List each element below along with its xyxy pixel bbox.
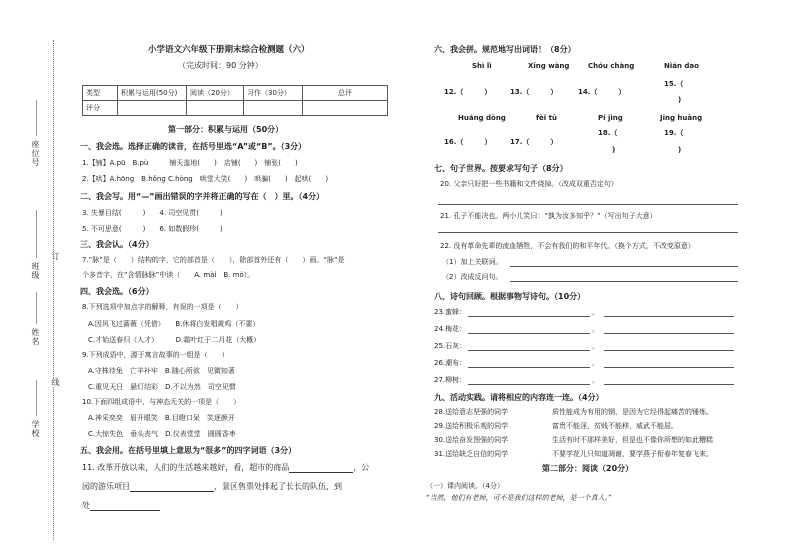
score-cell[interactable]: [187, 101, 244, 116]
sentence-22: 22. 没有革命先辈的流血牺牲，不会有我们的和平年代。（换个方式，不改变原意）: [440, 242, 695, 250]
q4-q8: 8.下列选项中加点字的解释，有误的一项是（ ）: [82, 303, 243, 311]
answer-line-21[interactable]: [438, 232, 738, 233]
answer-line-22b[interactable]: [510, 281, 738, 282]
poem-24: 24.梅花：: [434, 325, 467, 333]
pinyin-chouchang: Chóu chàng: [588, 62, 635, 70]
match-left-29[interactable]: 29.送给积极乐观的同学: [434, 422, 509, 430]
poem-27: 27.柳树：: [434, 376, 467, 384]
answer-18-close: ): [612, 146, 616, 154]
answer-17[interactable]: 17.（ ）: [510, 138, 558, 146]
answer-13[interactable]: 13.（ ）: [510, 88, 558, 96]
score-header-reading: 阅读（20分）: [187, 86, 244, 101]
q4-q10-options-ab: A.神采奕奕 眉开眼笑 B.目瞪口呆 笑逐颜开: [88, 414, 235, 422]
answer-14[interactable]: 14.（ ）: [578, 88, 626, 96]
poem-25: 25.石灰：: [434, 342, 467, 350]
q2-title: 二、我会写。用“—”画出错误的字并将正确的写在（ ）里。（4分）: [80, 192, 325, 201]
q5-line2: [82, 482, 342, 492]
q5-line3-text: 处: [82, 501, 90, 510]
class-line: [36, 210, 37, 258]
pinyin-shili: Shì lì: [472, 62, 492, 70]
school-line: [36, 380, 37, 416]
answer-16[interactable]: 16.（ ）: [444, 138, 492, 146]
part2-title: 第二部分：阅读（20分）: [542, 464, 634, 473]
q4-q8-options-cd: C.才始送春归（人才） D.霜叶红于二月花（大概）: [88, 336, 261, 344]
q5-line2-tail: ，景区售票处排起了长长的队伍，到: [214, 482, 342, 491]
q4-q9: 9.下列成语中，源于寓言故事的一组是（ ）: [82, 351, 229, 359]
pinyin-jinghuang: Jīng huāng: [660, 114, 703, 122]
q5-line2-text: 园的游乐项目: [82, 482, 130, 491]
q5-line1-tail: ，公: [353, 463, 370, 472]
q2-line2: 5. 不可思意( ) 6. 如数假珍( ): [82, 225, 223, 233]
q3-line2: 个多音字，在“含情脉脉”中读（ A. mài B. mò）。: [82, 271, 255, 279]
poem-27-blank-a[interactable]: [468, 384, 590, 385]
score-cell[interactable]: [118, 101, 187, 116]
score-cell[interactable]: [244, 101, 303, 116]
pinyin-huangdong: Huáng dōng: [458, 114, 506, 122]
pinyin-pijing: Pí jìng: [598, 114, 623, 122]
pinyin-niandao: Nián dao: [664, 62, 699, 70]
score-header-type: 类型: [83, 86, 118, 101]
poem-25-blank-b[interactable]: [604, 350, 734, 351]
q8-title: 八、诗句回顾。根据事物写诗句。（10分）: [434, 292, 586, 301]
binding-dotted-line: [53, 40, 60, 540]
class-label: 班级: [31, 262, 40, 280]
answer-15[interactable]: 15.（: [664, 80, 684, 88]
poem-25-blank-a[interactable]: [468, 350, 590, 351]
answer-19[interactable]: 19.（: [664, 129, 684, 137]
poem-24-blank-a[interactable]: [468, 333, 590, 334]
part1-title: 第一部分：积累与运用（50分）: [168, 125, 284, 134]
q9-title: 九、活动实践。请将相应的内容连一连。（4分）: [434, 393, 604, 402]
match-right-c[interactable]: 生活有时不那样美好，但是也不像你所想的如此糟糕: [552, 436, 713, 444]
q4-q8-options-ab: A.因风飞过蔷薇（凭借） B.休将白发唱黄鸡（不要）: [88, 320, 260, 328]
poem-26-comma: ，: [592, 359, 599, 367]
poem-23: 23.蜜蜂：: [434, 308, 467, 316]
score-cell[interactable]: [303, 101, 388, 116]
poem-27-comma: ，: [592, 376, 599, 384]
seat-number-line: [36, 100, 37, 136]
q5-title: 五、我会用。在括号里填上意思为“很多”的四字词语（3分）: [80, 446, 297, 455]
q1-line1: 1.【铺】A.pū B.pù 铺天盖地( ) 店铺( ) 铺张( ): [82, 159, 298, 167]
q4-q10-options-cd: C.大惊失色 垂头丧气 D.仪表堂堂 圆圆香枣: [88, 430, 236, 438]
poem-23-blank-a[interactable]: [468, 316, 590, 317]
q4-q9-options-cd: C.重见天日 悬灯结彩 D.不以为然 司空见惯: [88, 383, 236, 391]
answer-18[interactable]: 18.（: [598, 129, 618, 137]
poem-23-comma: ，: [592, 308, 599, 316]
sentence-22-part1: （1）加上关联词。: [442, 258, 503, 266]
sentence-22-part2: （2）改成反问句。: [442, 273, 503, 281]
poem-23-blank-b[interactable]: [604, 316, 734, 317]
poem-26-blank-b[interactable]: [604, 367, 734, 368]
sentence-21: 21. 孔子不能决也。两小儿笑曰：“孰为汝多知乎？”（写出句子大意）: [440, 212, 657, 220]
page-title: 小学语文六年级下册期末综合检测题（六）: [148, 45, 310, 55]
pinyin-xingwang: Xīng wàng: [528, 62, 570, 70]
q5-line1: [82, 463, 369, 473]
score-header-total: 总评: [303, 86, 388, 101]
school-label: 学校: [31, 420, 40, 438]
time-limit: （完成时间：90 分钟）: [178, 61, 263, 70]
q5-line1-text: 11. 改革开放以来，人们的生活越来越好，看，超市的商品: [82, 463, 290, 472]
q7-title: 七、句子世界。按要求写句子（8分）: [434, 164, 568, 173]
q3-title: 三、我会认。（4分）: [80, 240, 154, 249]
ding-mark: 订: [51, 252, 60, 261]
answer-19-close: ): [678, 146, 682, 154]
name-line: [36, 292, 37, 324]
q5-line3: [82, 501, 160, 511]
match-right-a[interactable]: 质性能成为有用的钢，是因为它经得起痛苦的锤炼。: [552, 408, 713, 416]
answer-12[interactable]: 12.（ ）: [444, 88, 492, 96]
match-left-28[interactable]: 28.送给意志坚强的同学: [434, 408, 509, 416]
answer-blank[interactable]: [130, 483, 214, 492]
q4-title: 四、我会选。（6分）: [80, 287, 154, 296]
seat-number-label: 座位号: [31, 140, 40, 167]
match-left-30[interactable]: 30.送给奋发图强的同学: [434, 436, 509, 444]
score-row-label: 评分: [83, 101, 118, 116]
part2-subsection: （一）课内阅读。（4分）: [426, 482, 504, 490]
q4-q10: 10.下面四组成语中，与神态无关的一项是（ ）: [82, 398, 241, 406]
q2-line1: 3. 失暴目结( ) 4. 司空见贯( ): [82, 209, 223, 217]
answer-blank[interactable]: [90, 502, 160, 511]
xian-mark: 线: [51, 378, 60, 387]
answer-15-close: ): [678, 96, 682, 104]
poem-27-blank-b[interactable]: [604, 384, 734, 385]
poem-24-blank-b[interactable]: [604, 333, 734, 334]
answer-blank[interactable]: [289, 464, 353, 473]
answer-line-20[interactable]: [438, 204, 738, 205]
q3-line1: 7.“脉”是（ ）结构的字，它的部首是（ ），除部首外还有（ ）画。“脉”是: [82, 256, 345, 264]
reading-quote: “当然，他们有老师，可不是我们这样的老师，是一个真人。”: [426, 494, 612, 502]
q6-title: 六、我会拼。规范地写出词语！（8分）: [434, 45, 576, 54]
match-left-31[interactable]: 31.送给缺乏自信的同学: [434, 450, 509, 458]
answer-line-22a[interactable]: [510, 266, 738, 267]
match-right-d[interactable]: 不要学花儿只知道凋谢，要学燕子衔春年复春飞来。: [552, 450, 713, 458]
poem-24-comma: ，: [592, 325, 599, 333]
q1-line2: 2.【哄】A.hōng B.hǒng C.hòng 哄堂大笑( ) 哄骗( ) 起哄( ): [82, 175, 329, 183]
sentence-20: 20. 父亲只好把一些书籍和文件烧掉。（改成双重否定句）: [440, 180, 618, 188]
score-header-writing: 习作（30分）: [244, 86, 303, 101]
pinyin-feitu: fèi tū: [536, 114, 557, 122]
q1-title: 一、我会选。选择正确的读音，在括号里选“A”或“B”。（3分）: [80, 142, 307, 151]
poem-26: 26.潮布：: [434, 359, 467, 367]
match-right-b[interactable]: 富贵不能淫，贫贱不能移，威武不能屈。: [552, 422, 678, 430]
name-label: 姓名: [31, 328, 40, 346]
poem-26-blank-a[interactable]: [468, 367, 590, 368]
score-table: [82, 85, 388, 116]
score-header-accumulate: 积累与运用(50分): [118, 86, 187, 101]
q4-q9-options-ab: A.守株待兔 亡羊补牢 B.随心所欲 见微知著: [88, 367, 235, 375]
poem-25-comma: ，: [592, 342, 599, 350]
